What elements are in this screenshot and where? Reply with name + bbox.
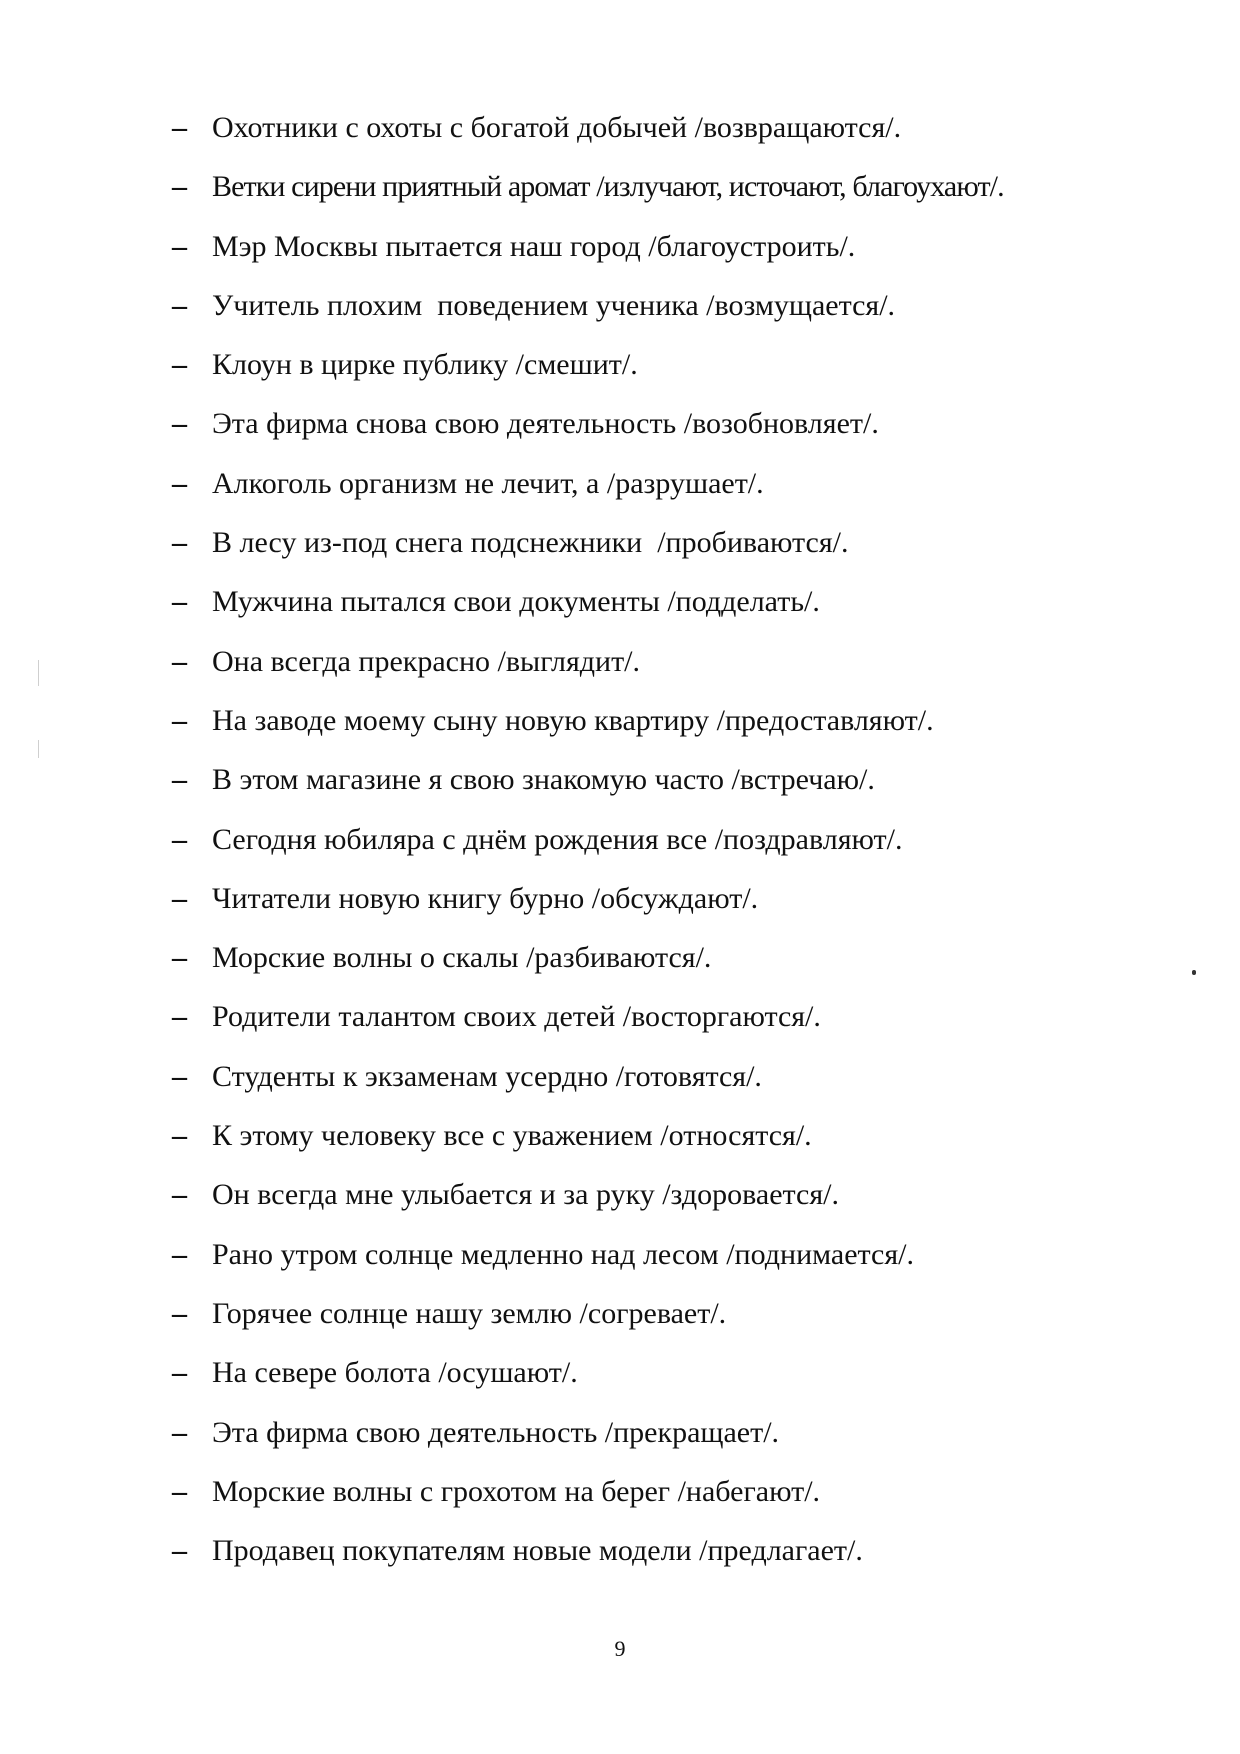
dash-bullet: –: [172, 288, 187, 322]
sentence-text: Читатели новую книгу бурно /обсуждают/.: [212, 881, 759, 915]
dash-bullet: –: [172, 1534, 187, 1568]
sentence-list: [172, 98, 1172, 1580]
sentence-text: Он всегда мне улыбается и за руку /здоровается/.: [212, 1178, 839, 1212]
sentence-text: В лесу из-под снега подснежники /пробиваются/.: [212, 526, 849, 560]
sentence-text: Клоун в цирке публику /смешит/.: [212, 348, 638, 382]
sentence-text: На заводе моему сыну новую квартиру /предоставляют/.: [212, 703, 934, 737]
scan-speck: [1192, 970, 1196, 975]
dash-bullet: –: [172, 1178, 187, 1212]
dash-bullet: –: [172, 407, 187, 441]
sentence-text: Эта фирма свою деятельность /прекращает/.: [212, 1415, 780, 1449]
dash-bullet: –: [172, 941, 187, 975]
scan-margin-mark: [38, 660, 39, 686]
list-item: [172, 1462, 1172, 1521]
list-item: [172, 394, 1172, 453]
dash-bullet: –: [172, 170, 187, 204]
sentence-text: Сегодня юбиляра с днём рождения все /поздравляют/.: [212, 822, 903, 856]
sentence-text: Студенты к экзаменам усердно /готовятся/.: [212, 1059, 762, 1093]
sentence-text: Эта фирма снова свою деятельность /возобновляет/.: [212, 407, 879, 441]
dash-bullet: –: [172, 1296, 187, 1330]
list-item: [172, 750, 1172, 809]
list-item: [172, 928, 1172, 987]
dash-bullet: –: [172, 466, 187, 500]
sentence-text: Ветки сирени приятный аромат /излучают, источают, благоухают/.: [212, 170, 1004, 204]
list-item: [172, 572, 1172, 631]
sentence-text: Алкоголь организм не лечит, а /разрушает/.: [212, 466, 764, 500]
sentence-text: Продавец покупателям новые модели /предлагает/.: [212, 1534, 863, 1568]
list-item: [172, 1047, 1172, 1106]
list-item: [172, 1403, 1172, 1462]
dash-bullet: –: [172, 1237, 187, 1271]
list-item: [172, 691, 1172, 750]
dash-bullet: –: [172, 1119, 187, 1153]
dash-bullet: –: [172, 1356, 187, 1390]
sentence-text: Морские волны с грохотом на берег /набегают/.: [212, 1474, 821, 1508]
list-item: [172, 632, 1172, 691]
page-number: 9: [614, 1636, 626, 1661]
dash-bullet: –: [172, 229, 187, 263]
sentence-text: Мужчина пытался свои документы /подделать/.: [212, 585, 820, 619]
list-item: [172, 1284, 1172, 1343]
list-item: [172, 157, 1172, 216]
sentence-text: Учитель плохим поведением ученика /возмущается/.: [212, 288, 896, 322]
list-item: [172, 217, 1172, 276]
sentence-text: В этом магазине я свою знакомую часто /встречаю/.: [212, 763, 875, 797]
list-item: [172, 335, 1172, 394]
dash-bullet: –: [172, 1000, 187, 1034]
list-item: [172, 1521, 1172, 1580]
list-item: [172, 98, 1172, 157]
dash-bullet: –: [172, 881, 187, 915]
scan-margin-mark: [38, 740, 39, 758]
dash-bullet: –: [172, 526, 187, 560]
sentence-text: На севере болота /осушают/.: [212, 1356, 578, 1390]
sentence-text: Морские волны о скалы /разбиваются/.: [212, 941, 712, 975]
sentence-text: Рано утром солнце медленно над лесом /поднимается/.: [212, 1237, 914, 1271]
list-item: [172, 987, 1172, 1046]
sentence-text: Охотники с охоты с богатой добычей /возвращаются/.: [212, 111, 902, 144]
list-item: [172, 1165, 1172, 1224]
list-item: [172, 810, 1172, 869]
dash-bullet: –: [172, 703, 187, 737]
dash-bullet: –: [172, 1474, 187, 1508]
dash-bullet: –: [172, 822, 187, 856]
list-item: [172, 1343, 1172, 1402]
sentence-text: К этому человеку все с уважением /относятся/.: [212, 1119, 812, 1153]
list-item: [172, 454, 1172, 513]
dash-bullet: –: [172, 644, 187, 678]
sentence-text: Она всегда прекрасно /выглядит/.: [212, 644, 641, 678]
dash-bullet: –: [172, 585, 187, 619]
list-item: [172, 513, 1172, 572]
sentence-text: Родители талантом своих детей /восторгаются/.: [212, 1000, 821, 1034]
dash-bullet: –: [172, 111, 187, 144]
sentence-text: Горячее солнце нашу землю /согревает/.: [212, 1296, 727, 1330]
sentence-text: Мэр Москвы пытается наш город /благоустроить/.: [212, 229, 856, 263]
dash-bullet: –: [172, 348, 187, 382]
dash-bullet: –: [172, 1415, 187, 1449]
list-item: [172, 1225, 1172, 1284]
list-item: [172, 869, 1172, 928]
list-item: [172, 276, 1172, 335]
list-item: [172, 1106, 1172, 1165]
dash-bullet: –: [172, 763, 187, 797]
dash-bullet: –: [172, 1059, 187, 1093]
